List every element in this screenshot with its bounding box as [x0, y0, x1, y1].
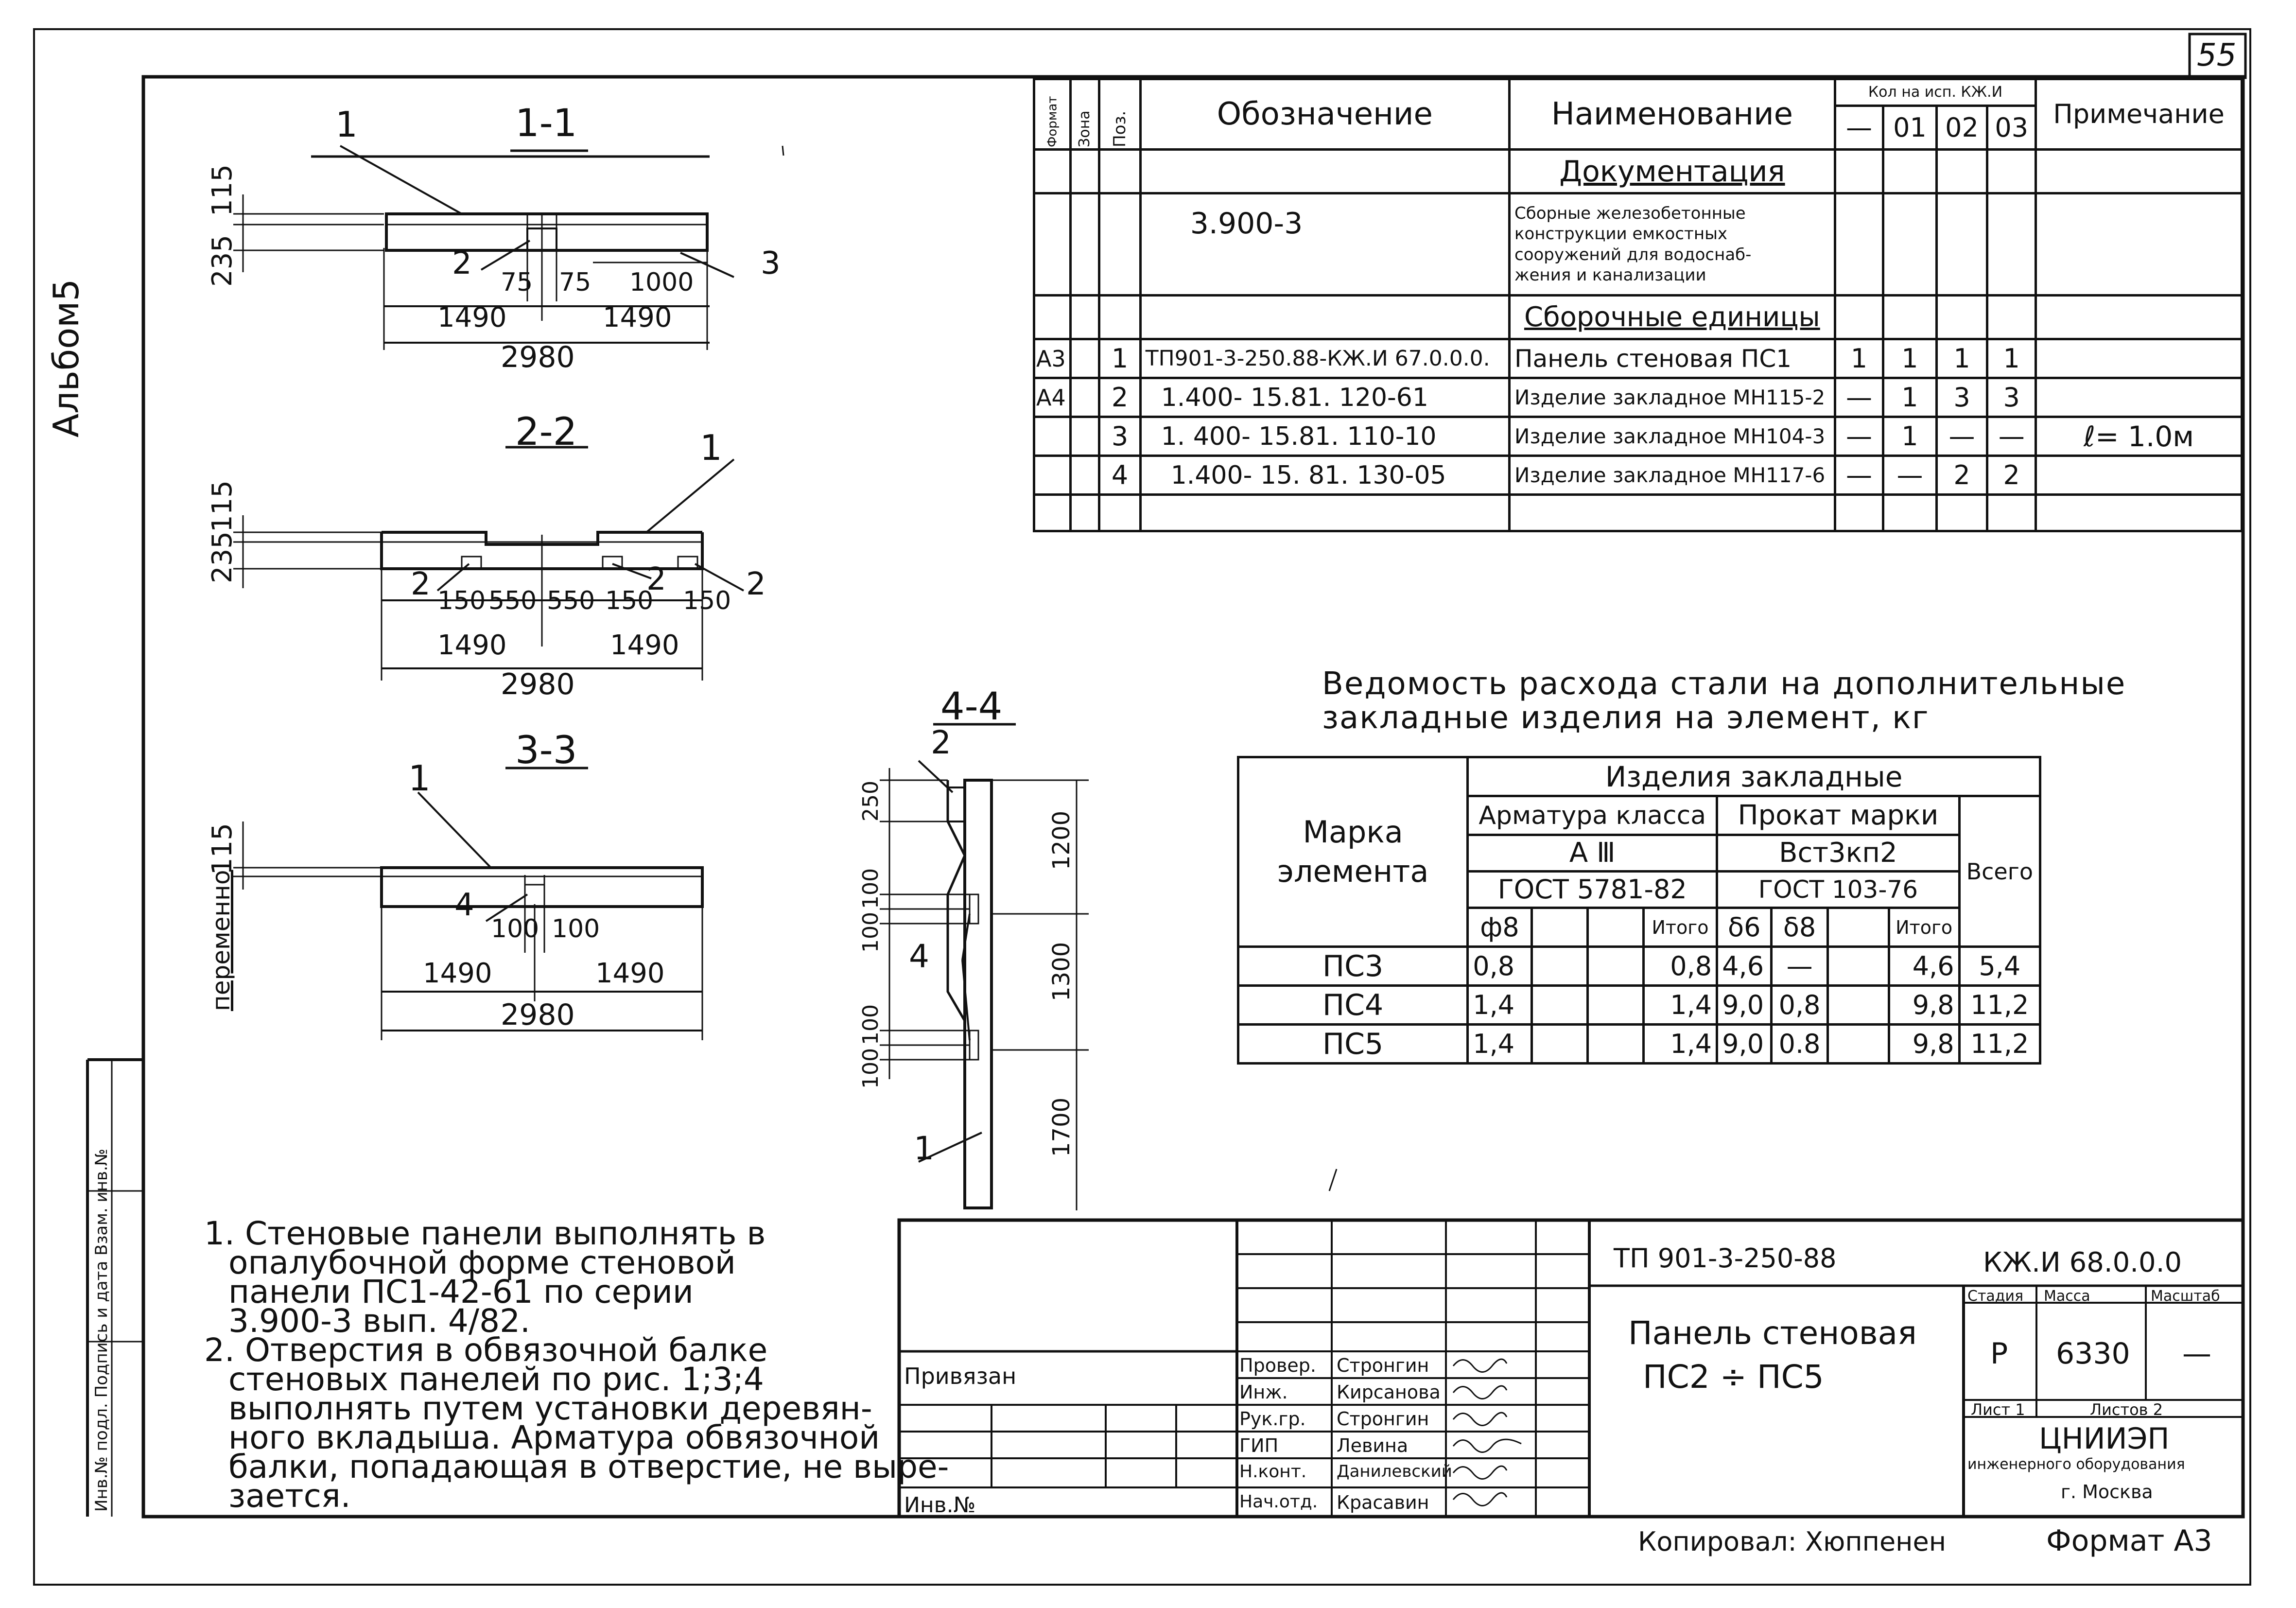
note-line: стеновых панелей по рис. 1;3;4 — [228, 1361, 764, 1398]
callout-2: 2 — [452, 245, 472, 281]
steel-h-arm-gost: ГОСТ 5781-82 — [1468, 872, 1717, 908]
callout-2: 2 — [931, 724, 951, 761]
steel-phi8: 1,4 — [1468, 986, 1532, 1025]
callout-1: 1 — [335, 104, 358, 145]
steel-s8: 0,8 — [1772, 986, 1827, 1025]
note-line: выполнять путем установки деревян- — [228, 1390, 872, 1427]
row-q2: 1 — [1936, 339, 1987, 378]
row-designation: 1.400- 15.81. 120-61 — [1140, 378, 1509, 417]
row-note — [2036, 378, 2242, 417]
row-note — [2036, 456, 2242, 495]
row-name: Изделие закладное МН104-3 — [1510, 417, 1835, 456]
dim-100b: 100 — [858, 868, 883, 909]
qty-col-02: 02 — [1936, 106, 1987, 150]
dim-2980: 2980 — [501, 998, 575, 1032]
callout-1: 1 — [408, 758, 431, 799]
note-line: опалубочной форме стеновой — [228, 1244, 736, 1281]
row-name: Панель стеновая ПС1 — [1510, 339, 1835, 378]
steel-h-marka: Марка элемента — [1238, 757, 1468, 947]
row-pos: 3 — [1099, 417, 1140, 456]
dim-100b: 100 — [552, 914, 600, 944]
masshtab-value: — — [2182, 1337, 2211, 1371]
row-format: А4 — [1034, 378, 1071, 417]
row-note — [2036, 339, 2242, 378]
list-label: Лист 1 — [1971, 1400, 2025, 1419]
callout-1: 1 — [914, 1130, 934, 1167]
steel-phi8: 0,8 — [1468, 947, 1532, 986]
row-pos: 4 — [1099, 456, 1140, 495]
callout-2c: 2 — [746, 566, 766, 602]
stadia-value: Р — [1990, 1337, 2008, 1371]
col-designation: Обозначение — [1140, 79, 1509, 150]
row-q2: 2 — [1936, 456, 1987, 495]
steel-itogo2: 9,8 — [1889, 986, 1959, 1025]
steel-title-line-1: Ведомость расхода стали на дополнительные — [1322, 666, 2126, 702]
callout-4: 4 — [454, 887, 474, 923]
steel-mark: ПС5 — [1238, 1025, 1468, 1064]
steel-itogo1: 1,4 — [1643, 1025, 1717, 1064]
steel-total: 11,2 — [1959, 986, 2040, 1025]
steel-itogo2: 4,6 — [1889, 947, 1959, 986]
row-name: Изделие закладное МН117-6 — [1510, 456, 1835, 495]
doc-name-line: сооружений для водоснаб- — [1514, 245, 1752, 264]
spec-row — [1034, 339, 2242, 378]
steel-row — [1238, 947, 2040, 986]
qty-col-03: 03 — [1987, 106, 2036, 150]
steel-h-itogo2: Итого — [1889, 908, 1959, 947]
section-3-3-title: 3-3 — [515, 729, 577, 772]
steel-itogo2: 9,8 — [1889, 1025, 1959, 1064]
dim-100a: 100 — [491, 914, 539, 944]
spec-row — [1034, 378, 2242, 417]
listov-label: Листов 2 — [2090, 1400, 2163, 1419]
dim-1490b: 1490 — [603, 302, 672, 333]
specification-table — [1033, 78, 2243, 532]
doc-name-line: конструкции емкостных — [1514, 224, 1728, 244]
steel-s6: 9,0 — [1717, 1025, 1772, 1064]
dim-100d: 100 — [858, 1004, 883, 1045]
row-pos: 1 — [1099, 339, 1140, 378]
steel-h-phi8: ф8 — [1468, 908, 1532, 947]
dim-1490a: 1490 — [437, 302, 507, 333]
role-label: Нач.отд. — [1239, 1492, 1318, 1512]
person-name: Кирсанова — [1337, 1381, 1441, 1403]
stadia-label: Стадия — [1967, 1288, 2024, 1305]
dim-100c: 100 — [858, 1048, 883, 1089]
note-line: панели ПС1-42-61 по серии — [228, 1273, 694, 1311]
dim-550a: 550 — [488, 586, 537, 615]
steel-h-prokat-mark: Вст3кп2 — [1717, 835, 1959, 872]
section-4-4-title: 4-4 — [940, 685, 1003, 729]
dim-1490b: 1490 — [595, 958, 665, 989]
role-label: Н.конт. — [1239, 1462, 1307, 1482]
person-name: Стронгин — [1337, 1355, 1429, 1376]
steel-row — [1238, 986, 2040, 1025]
steel-total: 5,4 — [1959, 947, 2040, 986]
dim-2980: 2980 — [501, 340, 575, 374]
steel-h-itogo1: Итого — [1643, 908, 1717, 947]
copied-by: Копировал: Хюппенен — [1638, 1526, 1946, 1557]
steel-h-s8: δ8 — [1772, 908, 1827, 947]
spec-row — [1034, 417, 2242, 456]
dim-1490a: 1490 — [423, 958, 492, 989]
dim-1700: 1700 — [1048, 1097, 1075, 1157]
row-format — [1034, 456, 1071, 495]
org-city: г. Москва — [2061, 1481, 2153, 1503]
role-label: Провер. — [1239, 1355, 1316, 1376]
spec-row — [1034, 456, 2242, 495]
dim-235: 235 — [207, 235, 238, 287]
row-q1: 1 — [1883, 378, 1937, 417]
drawing-title-line-2: ПС2 ÷ ПС5 — [1643, 1358, 1824, 1396]
dim-150a: 150 — [437, 586, 486, 615]
doc-name — [1510, 193, 1835, 296]
left-strip-label: Инв.№ подл. Подпись и дата Взам. инв.№ — [92, 1148, 111, 1512]
org-subtitle: инженерного оборудования — [1967, 1456, 2185, 1473]
row-name: Изделие закладное МН115-2 — [1510, 378, 1835, 417]
masshtab-label: Масштаб — [2151, 1288, 2220, 1305]
qty-col-01: 01 — [1883, 106, 1937, 150]
section-documentation: Документация — [1510, 150, 1835, 193]
note-line: 3.900-3 вып. 4/82. — [228, 1302, 531, 1340]
row-q3: 2 — [1987, 456, 2036, 495]
dim-1200: 1200 — [1048, 810, 1075, 870]
dim-1490a: 1490 — [437, 629, 507, 661]
row-q0: 1 — [1835, 339, 1883, 378]
dim-2980: 2980 — [501, 667, 575, 701]
dim-150b: 150 — [605, 586, 654, 615]
org-name: ЦНИИЭП — [2039, 1422, 2170, 1456]
note-line: балки, попадающая в отверстие, не выре- — [228, 1448, 949, 1486]
row-q3: 1 — [1987, 339, 2036, 378]
dim-1300: 1300 — [1048, 942, 1075, 1001]
page-number: 55 — [2197, 37, 2237, 73]
section-assembly: Сборочные единицы — [1510, 296, 1835, 339]
steel-itogo1: 0,8 — [1643, 947, 1717, 986]
steel-h-prokat-gost: ГОСТ 103-76 — [1717, 872, 1959, 908]
steel-title-line-2: закладные изделия на элемент, кг — [1322, 700, 1930, 736]
row-designation: 1.400- 15. 81. 130-05 — [1140, 456, 1509, 495]
row-q0: — — [1835, 456, 1883, 495]
steel-row — [1238, 1025, 2040, 1064]
role-label: Рук.гр. — [1239, 1408, 1306, 1430]
inv-no-label: Инв.№ — [904, 1493, 976, 1518]
row-q3: — — [1987, 417, 2036, 456]
steel-h-arm: Арматура класса — [1468, 796, 1717, 835]
steel-s6: 9,0 — [1717, 986, 1772, 1025]
row-note: ℓ= 1.0м — [2036, 417, 2242, 456]
dim-150c: 150 — [683, 586, 731, 615]
person-name: Данилевский — [1337, 1462, 1452, 1481]
row-q2: 3 — [1936, 378, 1987, 417]
col-pos: Поз. — [1099, 79, 1140, 150]
steel-total: 11,2 — [1959, 1025, 2040, 1064]
album-label: Альбом5 — [46, 279, 87, 437]
steel-table — [1237, 756, 2041, 1065]
steel-s8: 0.8 — [1772, 1025, 1827, 1064]
row-q1: — — [1883, 456, 1937, 495]
dim-115: 115 — [207, 823, 238, 875]
row-q2: — — [1936, 417, 1987, 456]
person-name: Стронгин — [1337, 1408, 1429, 1430]
person-name: Левина — [1337, 1435, 1409, 1456]
note-line: ного вкладыша. Арматура обвязочной — [228, 1419, 880, 1456]
dim-75b: 75 — [559, 268, 591, 297]
massa-label: Масса — [2044, 1288, 2090, 1305]
callout-4: 4 — [909, 938, 929, 975]
row-designation: ТП901-3-250.88-КЖ.И 67.0.0.0. — [1140, 339, 1509, 378]
massa-value: 6330 — [2056, 1337, 2130, 1371]
row-pos: 2 — [1099, 378, 1140, 417]
steel-h-izdelia: Изделия закладные — [1468, 757, 2040, 796]
col-qty: Кол на исп. КЖ.И — [1835, 79, 2035, 106]
steel-itogo1: 1,4 — [1643, 986, 1717, 1025]
dim-100a: 100 — [858, 912, 883, 953]
steel-h-prokat: Прокат марки — [1717, 796, 1959, 835]
role-label: Инж. — [1239, 1381, 1288, 1403]
steel-s8: — — [1772, 947, 1827, 986]
col-format: Формат — [1034, 79, 1071, 150]
callout-3: 3 — [761, 245, 781, 281]
row-format — [1034, 417, 1071, 456]
role-label: ГИП — [1239, 1435, 1279, 1456]
dim-1000: 1000 — [629, 268, 694, 297]
steel-mark: ПС4 — [1238, 986, 1468, 1025]
steel-mark: ПС3 — [1238, 947, 1468, 986]
callout-1: 1 — [700, 427, 722, 468]
col-note: Примечание — [2036, 79, 2242, 150]
dim-550b: 550 — [547, 586, 595, 615]
person-name: Красавин — [1337, 1492, 1429, 1513]
dim-115: 115 — [207, 164, 238, 216]
doc-name-line: жения и канализации — [1514, 265, 1706, 285]
section-1-1-title: 1-1 — [515, 102, 577, 145]
callout-2a: 2 — [411, 566, 431, 602]
dim-75a: 75 — [501, 268, 533, 297]
dim-peremenno: переменно — [207, 870, 235, 1011]
sheet-format: Формат А3 — [2046, 1524, 2212, 1558]
steel-h-arm-class: А Ⅲ — [1468, 835, 1717, 872]
dim-250: 250 — [858, 781, 883, 821]
row-q3: 3 — [1987, 378, 2036, 417]
steel-h-s6: δ6 — [1717, 908, 1772, 947]
dim-1490b: 1490 — [610, 629, 679, 661]
col-zone: Зона — [1070, 79, 1099, 150]
qty-col-0: — — [1835, 106, 1883, 150]
project-code: ТП 901-3-250-88 — [1614, 1243, 1837, 1274]
row-q1: 1 — [1883, 417, 1937, 456]
col-name: Наименование — [1510, 79, 1835, 150]
sheet-code: КЖ.И 68.0.0.0 — [1983, 1247, 2182, 1278]
dim-235: 235 — [207, 531, 238, 583]
steel-h-vsego: Всего — [1959, 796, 2040, 947]
doc-name-line: Сборные железобетонные — [1514, 203, 1746, 223]
row-designation: 1. 400- 15.81. 110-10 — [1140, 417, 1509, 456]
privyazan-label: Привязан — [904, 1363, 1017, 1389]
doc-designation: 3.900-3 — [1140, 193, 1509, 296]
row-format: А3 — [1034, 339, 1071, 378]
steel-s6: 4,6 — [1717, 947, 1772, 986]
dim-115: 115 — [207, 480, 238, 532]
row-q0: — — [1835, 378, 1883, 417]
steel-phi8: 1,4 — [1468, 1025, 1532, 1064]
section-2-2-title: 2-2 — [515, 410, 577, 454]
note-line: зается. — [228, 1477, 351, 1515]
callout-2b: 2 — [646, 561, 666, 597]
note-line: 1. Стеновые панели выполнять в — [204, 1215, 766, 1252]
row-q0: — — [1835, 417, 1883, 456]
drawing-title-line-1: Панель стеновая — [1628, 1314, 1917, 1352]
note-line: 2. Отверстия в обвязочной балке — [204, 1331, 768, 1369]
row-q1: 1 — [1883, 339, 1937, 378]
